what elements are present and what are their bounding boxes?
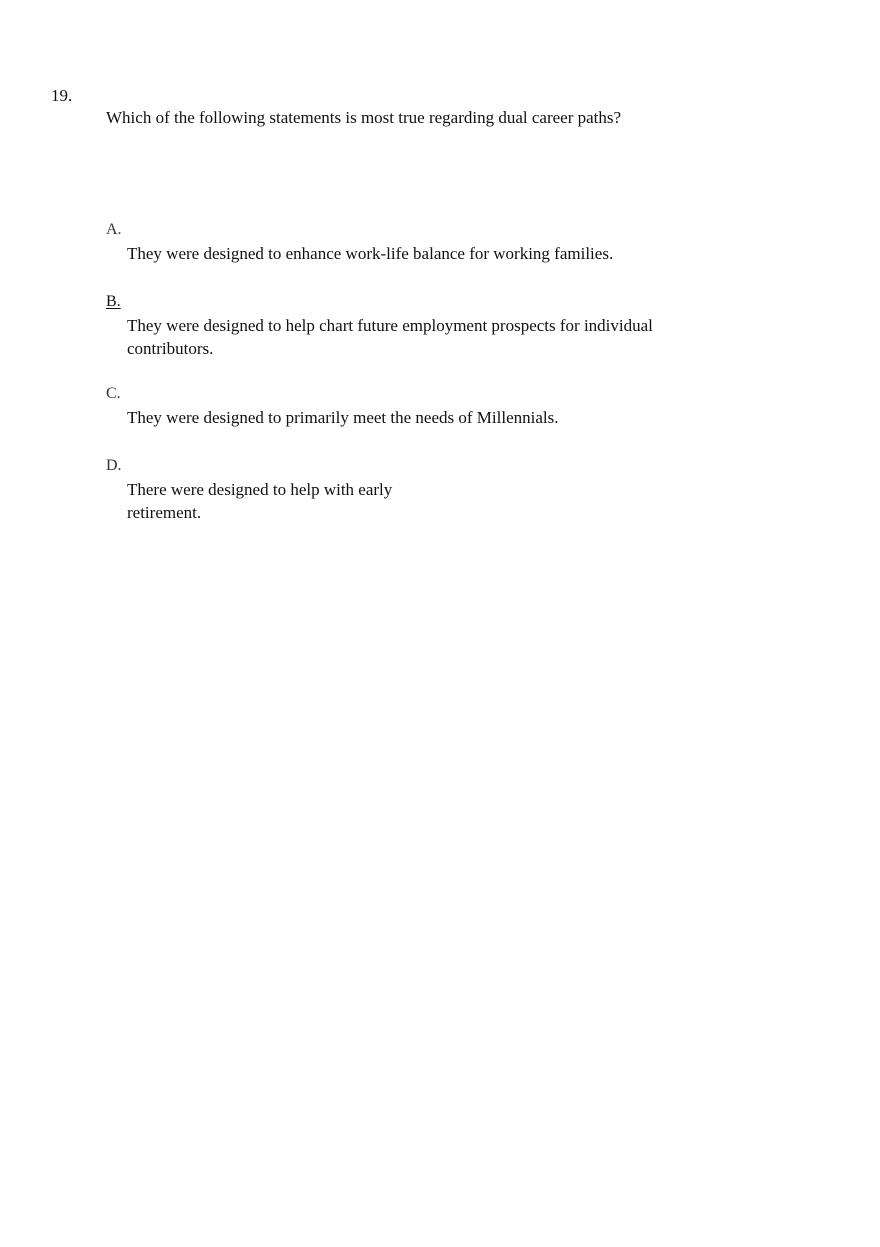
answer-option-a [106,220,706,265]
answer-option-b [106,292,706,360]
option-letter-a: A. [106,221,122,238]
option-text-c: They were designed to primarily meet the needs of Millennials. [127,408,559,427]
option-letter-c: C. [106,385,121,402]
option-text-d: There were designed to help with early retirement. [127,480,393,522]
answer-option-d [106,456,706,524]
question-text: Which of the following statements is most true regarding dual career paths? [106,108,622,127]
question-number: 19. [51,86,73,105]
option-letter-d: D. [106,457,122,474]
answer-option-c [106,384,706,429]
option-text-b: They were designed to help chart future employment prospects for individual contributors. [127,316,653,358]
option-text-a: They were designed to enhance work-life balance for working families. [127,244,614,263]
option-letter-b: B. [106,293,121,310]
